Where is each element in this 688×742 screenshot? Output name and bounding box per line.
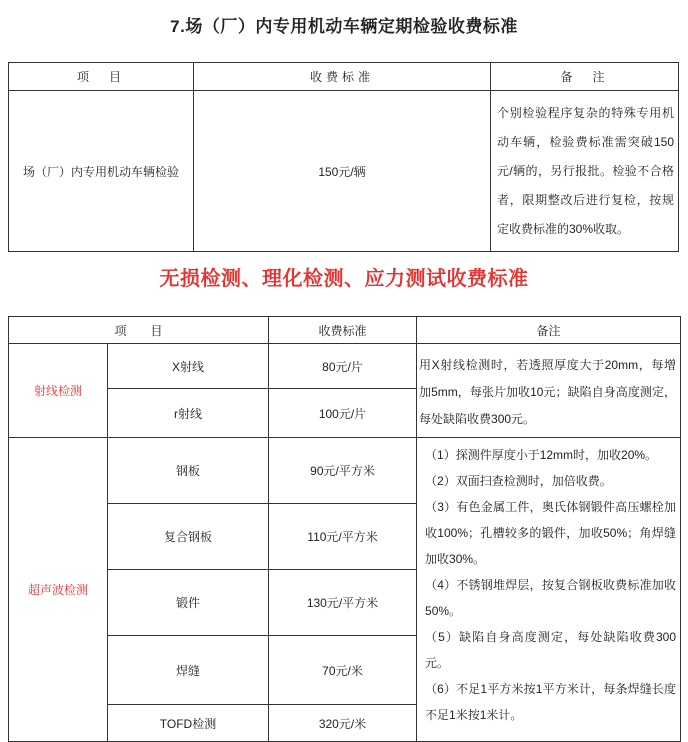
remark-line: （5）缺陷自身高度测定，每处缺陷收费300元。 bbox=[425, 630, 677, 670]
remark-line: （6）不足1平方米按1平方米计，每条焊缝长度不足1米按1米计。 bbox=[425, 682, 677, 722]
table-row bbox=[9, 91, 679, 252]
remark-line: （4）不锈钢堆焊层，按复合钢板收费标准加收50%。 bbox=[425, 578, 677, 618]
fee-cell: 150元/辆 bbox=[194, 91, 491, 252]
header-remark: 备注 bbox=[417, 317, 681, 344]
table-header-row bbox=[9, 317, 681, 344]
header-item: 项 目 bbox=[9, 317, 269, 344]
remark-text: 个别检验程序复杂的特殊专用机动车辆，检验费标准需突破150元/辆的，另行报批。检验不合格者，限期整改后进行复检，按规定收费标准的30%收取。 bbox=[497, 105, 674, 236]
remark-line: （1）探测件厚度小于12mm时，加收20%。 bbox=[425, 448, 658, 462]
vehicle-inspection-fee-table bbox=[8, 62, 679, 252]
section1-title: 7.场（厂）内专用机动车辆定期检验收费标准 bbox=[170, 17, 518, 36]
item-fee: 130元/平方米 bbox=[269, 570, 417, 636]
item-name: 焊缝 bbox=[108, 636, 269, 705]
remark-line: （2）双面扫查检测时，加倍收费。 bbox=[425, 474, 612, 488]
header-item: 项 目 bbox=[9, 63, 194, 91]
item-name: 锻件 bbox=[108, 570, 269, 636]
item-name: 复合钢板 bbox=[108, 504, 269, 570]
ndt-fee-table bbox=[8, 316, 681, 742]
section2-title: 无损检测、理化检测、应力测试收费标准 bbox=[159, 268, 529, 290]
item-name: 钢板 bbox=[108, 438, 269, 504]
table-row bbox=[9, 344, 681, 389]
item-fee: 100元/片 bbox=[269, 389, 417, 438]
item-name: TOFD检测 bbox=[108, 705, 269, 742]
remark-ultrasonic bbox=[417, 438, 681, 742]
item-fee: 90元/平方米 bbox=[269, 438, 417, 504]
item-fee: 70元/米 bbox=[269, 636, 417, 705]
category-radiography: 射线检测 bbox=[9, 344, 108, 438]
header-fee: 收费标准 bbox=[269, 317, 417, 344]
item-cell: 场（厂）内专用机动车辆检验 bbox=[9, 91, 194, 252]
table-header-row bbox=[9, 63, 679, 91]
remark-text: 用X射线检测时，若透照厚度大于20mm，每增加5mm，每张片加收10元；缺陷自身高度测定，每处缺陷收费300元。 bbox=[419, 358, 677, 426]
header-fee: 收费标准 bbox=[194, 63, 491, 91]
item-fee: 80元/片 bbox=[269, 344, 417, 389]
remark-radiography bbox=[417, 344, 681, 438]
header-remark: 备 注 bbox=[491, 63, 679, 91]
remark-cell bbox=[491, 91, 679, 252]
item-name: r射线 bbox=[108, 389, 269, 438]
item-fee: 110元/平方米 bbox=[269, 504, 417, 570]
item-fee: 320元/米 bbox=[269, 705, 417, 742]
table-row bbox=[9, 438, 681, 504]
item-name: X射线 bbox=[108, 344, 269, 389]
category-ultrasonic: 超声波检测 bbox=[9, 438, 108, 742]
remark-line: （3）有色金属工件，奥氏体钢锻件高压螺栓加收100%；孔槽较多的锻件，加收50%；角焊缝加收30%。 bbox=[425, 500, 677, 566]
